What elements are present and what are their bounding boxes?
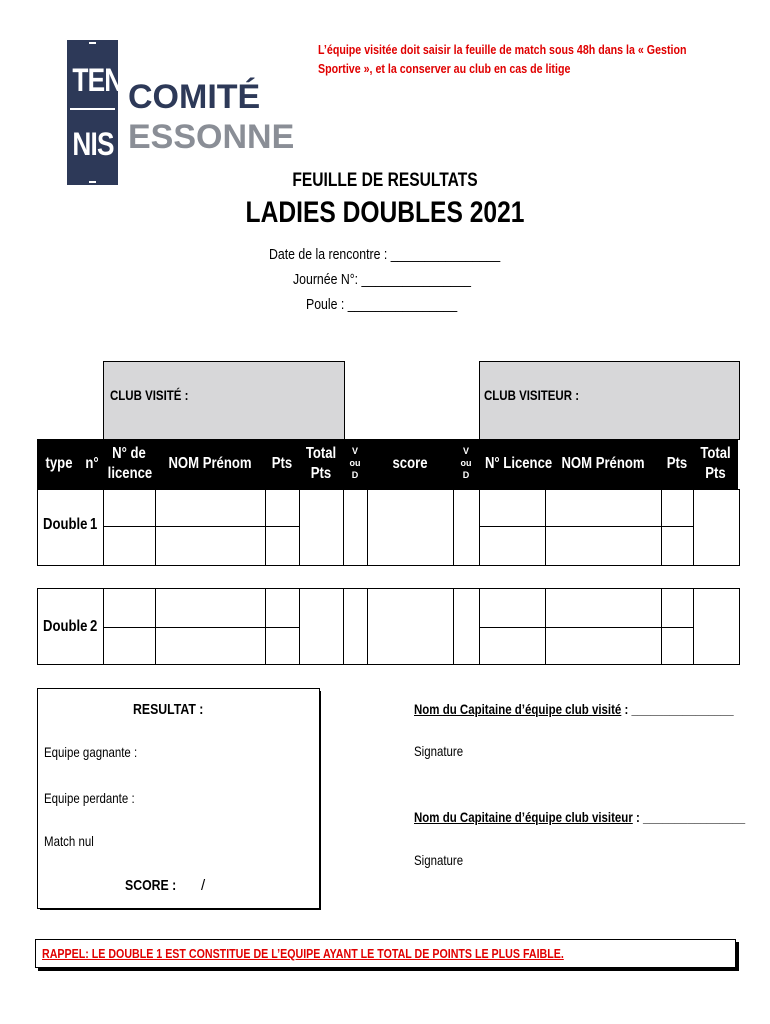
header-licence-line2: licence	[107, 465, 153, 482]
captain-away-line: : ________________	[632, 809, 746, 825]
header-vd2	[453, 445, 479, 481]
losing-team-label: Equipe perdante :	[44, 790, 135, 806]
header-num: n°	[85, 455, 99, 472]
row-num: 2	[90, 618, 98, 635]
row-num: 1	[90, 516, 98, 533]
captain-home-line: : ________________	[621, 701, 734, 717]
header-vd2-v: V	[462, 446, 469, 456]
match-date-field: Date de la rencontre : ________________	[269, 246, 501, 263]
header-vd-v: V	[351, 446, 358, 456]
header-total2-line1: Total	[700, 445, 731, 462]
club-visiteur-label: CLUB VISITEUR :	[484, 387, 580, 403]
header-vd-d: D	[351, 470, 359, 480]
header-nom: NOM Prénom	[168, 455, 252, 472]
header-total-line2: Pts	[310, 465, 332, 482]
table-row	[37, 588, 740, 665]
header-licence2: N° Licence	[484, 455, 553, 472]
reminder-box	[35, 939, 736, 968]
result-title: RESULTAT :	[133, 701, 204, 718]
result-box	[37, 688, 320, 909]
signature-home-label: Signature	[414, 743, 464, 759]
reminder-text-content: RAPPEL: LE DOUBLE 1 EST CONSTITUE DE L’EQUIPE AYANT LE TOTAL DE POINTS LE PLUS FAIBLE.	[42, 946, 564, 961]
score-separator: /	[201, 877, 206, 894]
sheet-subtitle: FEUILLE DE RESULTATS	[292, 170, 478, 191]
group-field: Poule : ________________	[306, 296, 458, 313]
header-total2-line2: Pts	[705, 465, 726, 482]
logo-text-comite: COMITÉ	[128, 78, 261, 116]
signature-away-label: Signature	[414, 852, 464, 868]
score-label: SCORE :	[125, 877, 177, 894]
logo-tick	[89, 42, 96, 44]
header-nom2: NOM Prénom	[561, 455, 645, 472]
logo-text-essonne: ESSONNE	[128, 118, 295, 156]
captain-home-field	[414, 701, 734, 717]
header-vd2-ou: ou	[460, 458, 472, 468]
club-visite-label: CLUB VISITÉ :	[110, 387, 189, 403]
logo-text-nis: NIS	[72, 126, 114, 162]
club-visite-box	[103, 361, 345, 440]
header-vd-ou: ou	[349, 458, 361, 468]
header-total	[303, 444, 339, 484]
header-pts: Pts	[271, 455, 293, 472]
captain-home-label: Nom du Capitaine d’équipe club visité	[414, 701, 622, 717]
header-licence	[108, 444, 151, 484]
reminder-text	[42, 946, 564, 961]
header-vd2-d: D	[462, 470, 470, 480]
header-type: type	[45, 455, 73, 472]
logo-tick	[89, 181, 96, 183]
row-type: Double	[43, 516, 88, 533]
logo-divider	[70, 108, 115, 110]
notice-text: L’équipe visitée doit saisir la feuille de match sous 48h dans la « Gestion Sportive », et la conserver au club en cas de litige	[318, 42, 687, 76]
table-row	[37, 489, 740, 566]
winning-team-label: Equipe gagnante :	[44, 744, 138, 760]
header-vd	[343, 445, 367, 481]
table-header	[37, 439, 738, 489]
header-licence-line1: N° de	[112, 445, 146, 462]
header-pts2: Pts	[666, 455, 688, 472]
sheet-title: LADIES DOUBLES 2021	[245, 196, 525, 229]
header-total2	[697, 444, 734, 484]
header-score: score	[392, 455, 428, 472]
header-total-line1: Total	[305, 445, 337, 462]
logo-text-ten: TEN	[72, 62, 123, 98]
row-type: Double	[43, 618, 88, 635]
draw-label: Match nul	[44, 833, 94, 849]
captain-away-label: Nom du Capitaine d’équipe club visiteur	[414, 809, 633, 825]
round-number-field: Journée N°: ________________	[293, 271, 471, 288]
club-visiteur-box	[479, 361, 740, 440]
captain-away-field	[414, 809, 745, 825]
